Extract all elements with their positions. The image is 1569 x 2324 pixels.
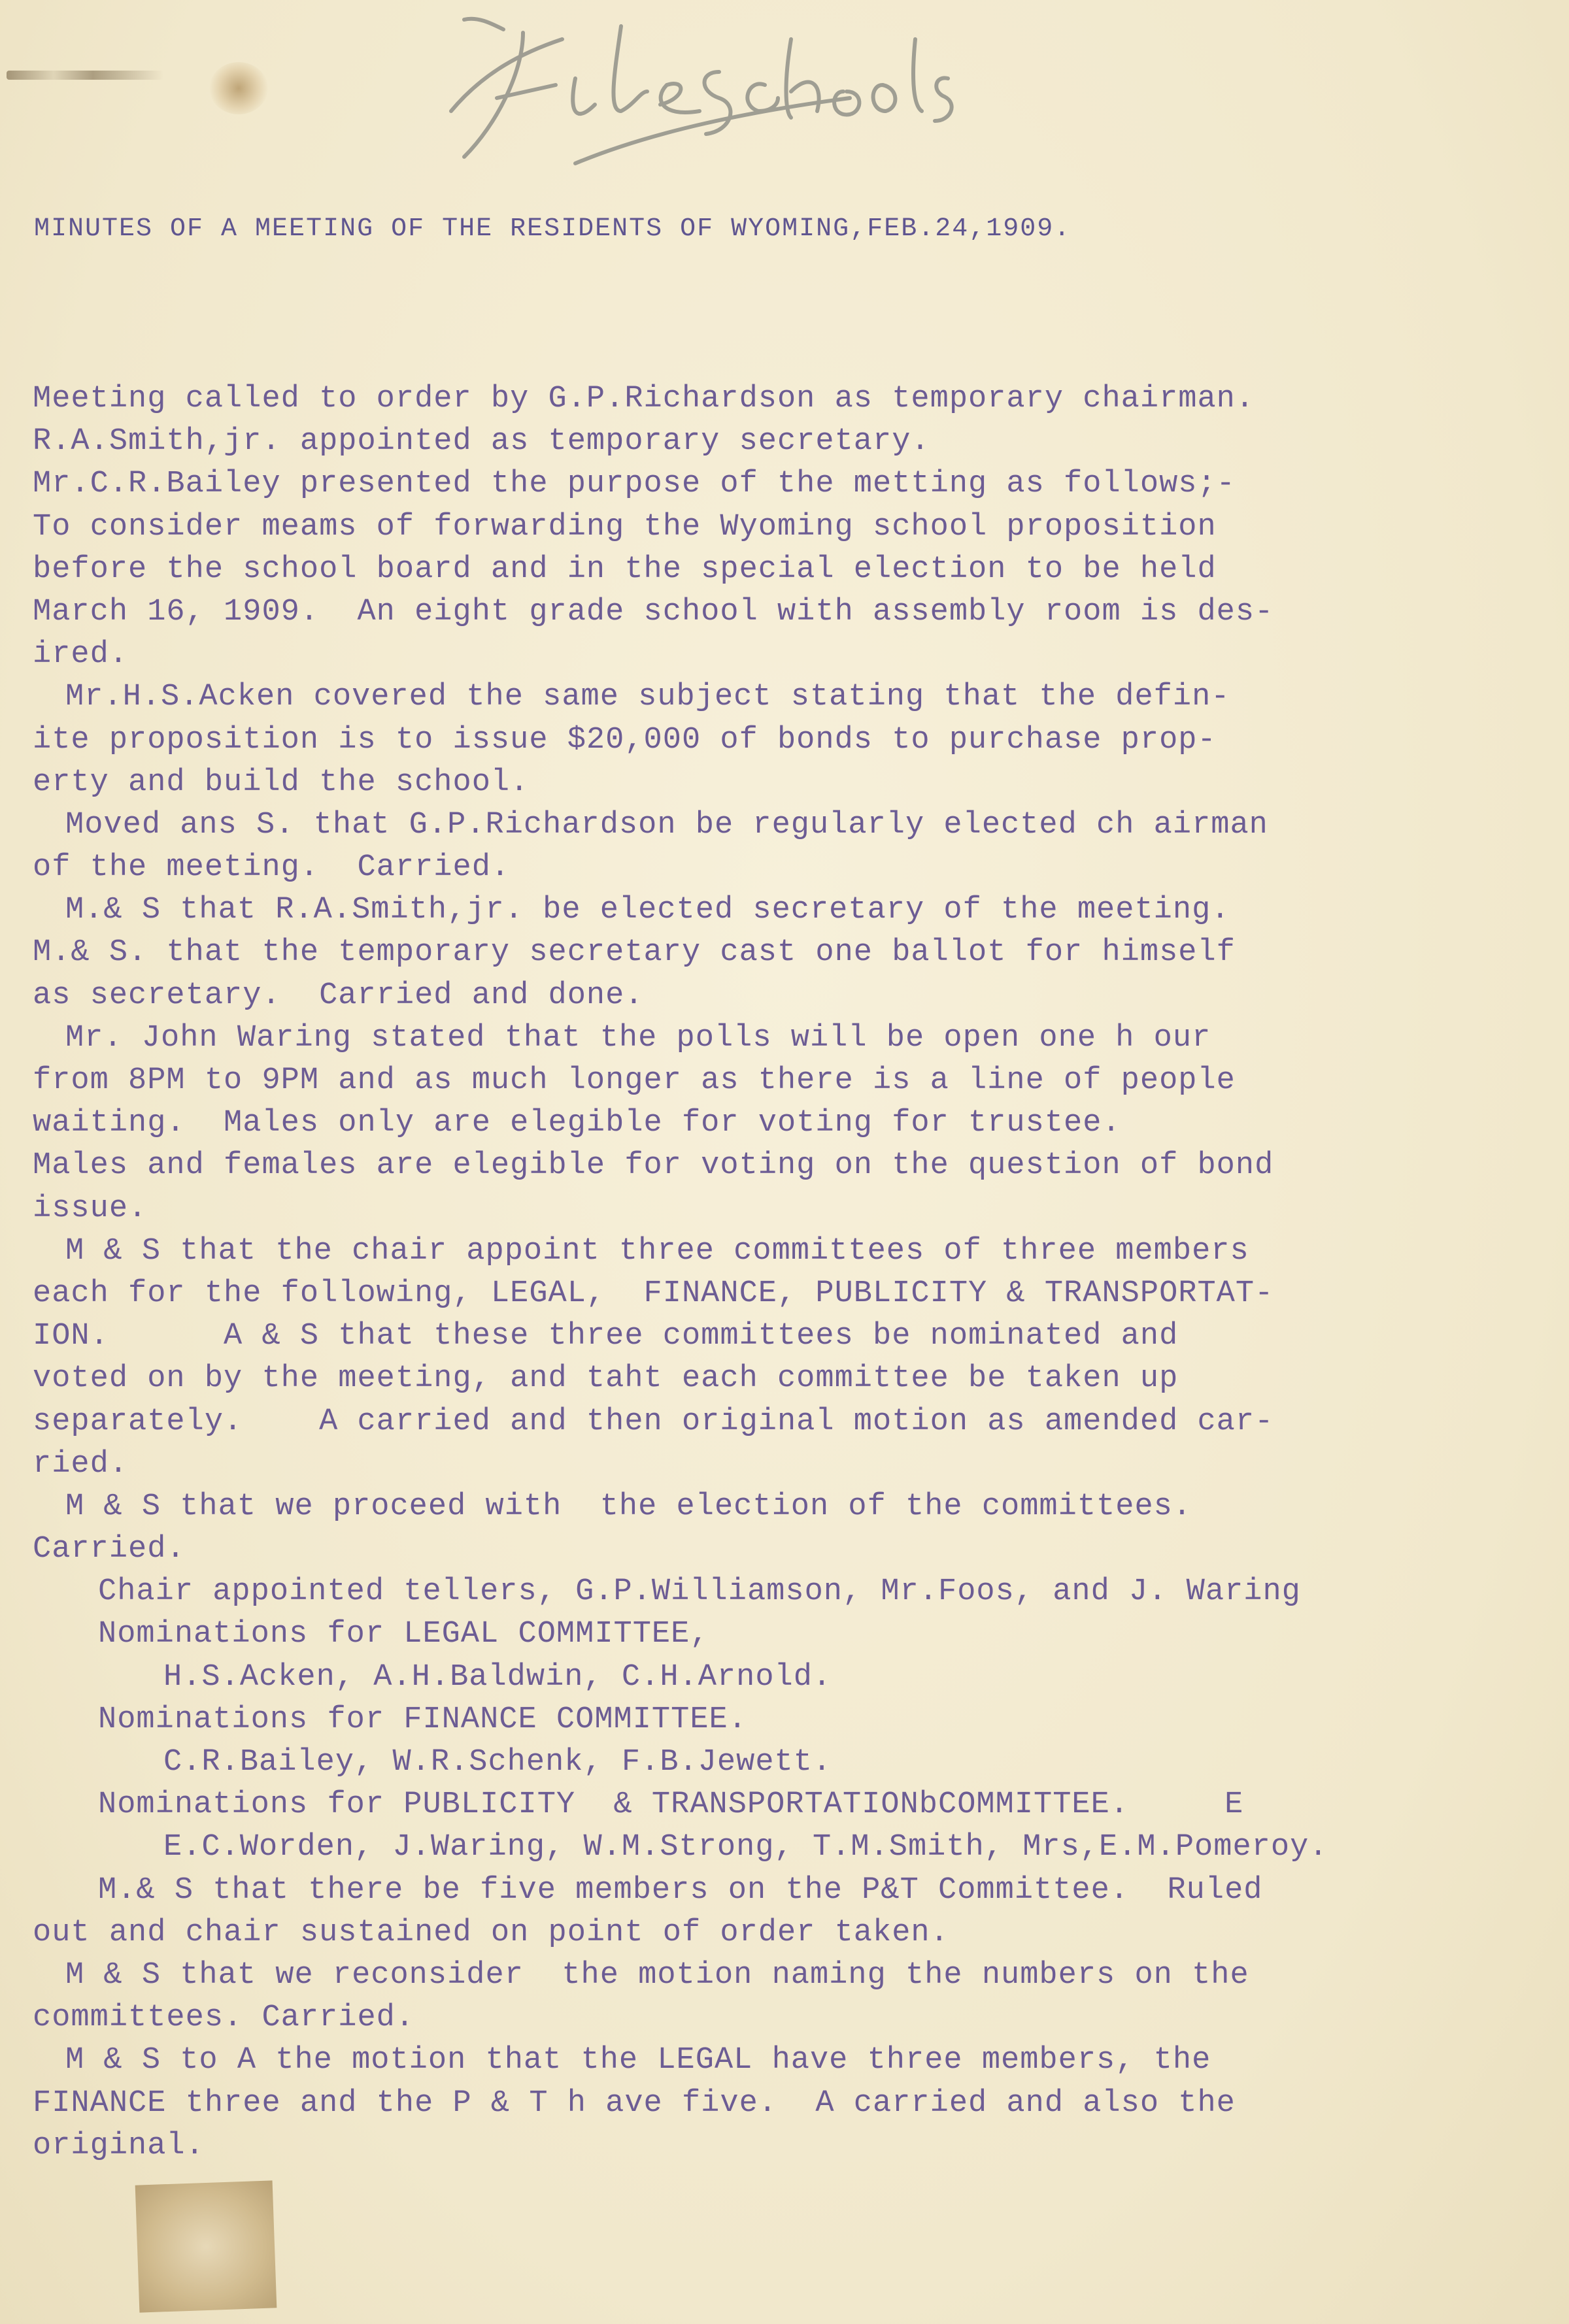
minutes-line: ION. A & S that these three committees be nominated and bbox=[33, 1319, 1179, 1354]
minutes-line: each for the following, LEGAL, FINANCE, PUBLICITY & TRANSPORTAT- bbox=[33, 1276, 1274, 1311]
minutes-line: C.R.Bailey, W.R.Schenk, F.B.Jewett. bbox=[163, 1745, 832, 1780]
minutes-body bbox=[33, 378, 1530, 2167]
minutes-line: Nominations for FINANCE COMMITTEE. bbox=[98, 1702, 747, 1737]
minutes-line: erty and build the school. bbox=[33, 765, 530, 800]
tape-remnant bbox=[135, 2180, 277, 2312]
minutes-line: M & S that we proceed with the election of the committees. bbox=[65, 1489, 1192, 1524]
minutes-line: M.& S that there be five members on the P&T Committee. Ruled bbox=[98, 1872, 1263, 1908]
minutes-line: committees. Carried. bbox=[33, 2000, 415, 2036]
minutes-line: R.A.Smith,jr. appointed as temporary secretary. bbox=[33, 424, 930, 459]
minutes-line: M & S that the chair appoint three committees of three members bbox=[65, 1233, 1249, 1269]
minutes-line: out and chair sustained on point of order taken. bbox=[33, 1915, 949, 1950]
minutes-line: Mr.C.R.Bailey presented the purpose of the metting as follows;- bbox=[33, 467, 1236, 502]
minutes-line: Males and females are elegible for voting on the question of bond bbox=[33, 1148, 1274, 1184]
minutes-line: FINANCE three and the P & T h ave five. A carried and also the bbox=[33, 2085, 1236, 2121]
minutes-line: Carried. bbox=[33, 1532, 186, 1567]
minutes-line: before the school board and in the special election to be held bbox=[33, 552, 1217, 587]
minutes-line: original. bbox=[33, 2128, 205, 2163]
minutes-line: To consider meams of forwarding the Wyoming school proposition bbox=[33, 509, 1217, 544]
minutes-line: Mr. John Waring stated that the polls will be open one h our bbox=[65, 1020, 1211, 1055]
minutes-line: M & S to A the motion that the LEGAL have three members, the bbox=[65, 2043, 1211, 2078]
minutes-line: voted on by the meeting, and taht each committee be taken up bbox=[33, 1361, 1179, 1397]
minutes-line: Meeting called to order by G.P.Richardson as temporary chairman. bbox=[33, 382, 1255, 416]
minutes-line: waiting. Males only are elegible for voting for trustee. bbox=[33, 1106, 1121, 1141]
minutes-line: H.S.Acken, A.H.Baldwin, C.H.Arnold. bbox=[163, 1659, 832, 1695]
minutes-line: as secretary. Carried and done. bbox=[33, 978, 644, 1013]
minutes-line: issue. bbox=[33, 1191, 148, 1226]
minutes-line: Nominations for LEGAL COMMITTEE, bbox=[98, 1617, 709, 1652]
minutes-line: E.C.Worden, J.Waring, W.M.Strong, T.M.Smith, Mrs,E.M.Pomeroy. bbox=[163, 1830, 1328, 1865]
minutes-line: Moved ans S. that G.P.Richardson be regularly elected ch airman bbox=[65, 807, 1268, 842]
minutes-line: ite proposition is to issue $20,000 of bonds to purchase prop- bbox=[33, 722, 1217, 757]
handwritten-note bbox=[425, 13, 961, 209]
minutes-line: ried. bbox=[33, 1446, 129, 1482]
minutes-line: Nominations for PUBLICITY & TRANSPORTATIONbCOMMITTEE. E bbox=[98, 1787, 1244, 1823]
minutes-line: from 8PM to 9PM and as much longer as there is a line of people bbox=[33, 1063, 1236, 1098]
minutes-line: ired. bbox=[33, 637, 129, 672]
minutes-line: March 16, 1909. An eight grade school with assembly room is des- bbox=[33, 594, 1274, 629]
minutes-line: M & S that we reconsider the motion naming the numbers on the bbox=[65, 1957, 1249, 1993]
document-title: MINUTES OF A MEETING OF THE RESIDENTS OF WYOMING,FEB.24,1909. bbox=[34, 214, 1071, 244]
minutes-line: of the meeting. Carried. bbox=[33, 850, 511, 886]
minutes-line: Mr.H.S.Acken covered the same subject stating that the defin- bbox=[65, 680, 1230, 715]
minutes-line: M.& S. that the temporary secretary cast one ballot for himself bbox=[33, 935, 1236, 971]
minutes-line: separately. A carried and then original motion as amended car- bbox=[33, 1404, 1274, 1439]
stain-top-left bbox=[209, 62, 268, 114]
minutes-line: M.& S that R.A.Smith,jr. be elected secretary of the meeting. bbox=[65, 893, 1230, 928]
minutes-line: Chair appointed tellers, G.P.Williamson, Mr.Foos, and J. Waring bbox=[98, 1574, 1301, 1610]
stain-edge-dash bbox=[7, 71, 163, 80]
